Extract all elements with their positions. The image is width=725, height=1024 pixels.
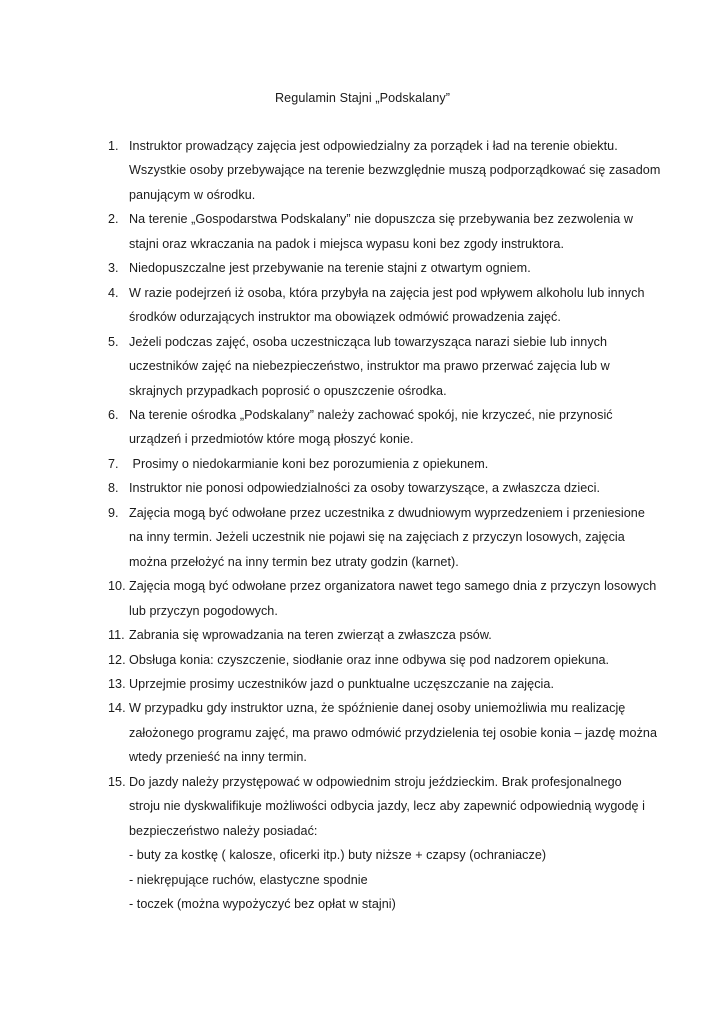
rule-item [0,281,649,330]
rule-item [0,574,657,623]
rule-text-line: skrajnych przypadkach poprosić o opuszczenie ośrodka. [129,383,447,398]
rule-text-line: - toczek (można wypożyczyć bez opłat w stajni) [129,897,396,912]
rule-text-line: bezpieczeństwo należy posiadać: [129,823,318,838]
rule-item [0,256,649,280]
rule-text-line: stajni oraz wkraczania na padok i miejsca wypasu koni bez zgody instruktora. [129,236,564,251]
rule-number: 10. [108,579,126,594]
rule-item [0,207,649,256]
rule-number: 5. [108,334,119,349]
rule-item [0,623,649,647]
rule-number: 14. [108,701,126,716]
rule-text-line: Na terenie ośrodka „Podskalany” należy zachować spokój, nie krzyczeć, nie przynosić [129,407,613,422]
rule-item [0,330,649,403]
rule-text-line: Instruktor prowadzący zajęcia jest odpowiedzialny za porządek i ład na terenie obiektu. [129,139,618,153]
rule-text-line: Zajęcia mogą być odwołane przez organizatora nawet tego samego dnia z przyczyn losowych [129,579,657,594]
rules-list [0,134,661,917]
rule-text-line: W przypadku gdy instruktor uzna, że spóźnienie danej osoby uniemożliwia mu realizację [129,701,626,716]
rule-item [0,648,649,672]
rule-text-line: Do jazdy należy przystępować w odpowiednim stroju jeździeckim. Brak profesjonalnego [129,774,622,789]
rule-text-line: Niedopuszczalne jest przebywanie na terenie stajni z otwartym ogniem. [129,261,531,276]
rule-text-line: Wszystkie osoby przebywające na terenie bezwzględnie muszą podporządkować się zasadom [129,163,661,178]
rule-number: 3. [108,261,119,276]
rule-text-line: można przełożyć na inny termin bez utraty godzin (karnet). [129,554,459,569]
rule-text-line: panującym w ośrodku. [129,187,256,202]
rule-number: 7. [108,456,119,471]
rule-item [0,672,649,696]
rule-item [0,696,658,769]
rule-text-line: Na terenie „Gospodarstwa Podskalany” nie dopuszcza się przebywania bez zezwolenia w [129,212,633,227]
rule-text-line: urządzeń i przedmiotów które mogą płoszyć konie. [129,432,414,447]
rule-number: 4. [108,285,119,300]
rule-number: 13. [108,676,126,691]
rule-item [0,770,649,917]
rule-item [0,134,661,207]
rule-text-line: środków odurzających instruktor ma obowiązek odmówić prowadzenia zajęć. [129,310,561,325]
rule-text-line: założonego programu zajęć, ma prawo odmówić przydzielenia tej osobie konia – jazdę można [129,725,658,740]
rule-text-line: wtedy przenieść na inny termin. [129,750,307,765]
rule-text-line: uczestników zajęć na niebezpieczeństwo, instruktor ma prawo przerwać zajęcia lub w [129,359,610,374]
rule-item [0,501,649,574]
rule-text-line: Obsługa konia: czyszczenie, siodłanie oraz inne odbywa się pod nadzorem opiekuna. [129,652,610,667]
rule-number: 12. [108,652,126,667]
rule-text-line: lub przyczyn pogodowych. [129,603,278,618]
document-title: Regulamin Stajni „Podskalany” [274,91,451,105]
rule-text-line: Zajęcia mogą być odwołane przez uczestnika z dwudniowym wyprzedzeniem i przeniesione [129,505,645,520]
rule-text-line: Prosimy o niedokarmianie koni bez porozumienia z opiekunem. [129,456,489,471]
rule-number: 6. [108,407,119,422]
rule-number: 2. [108,212,119,227]
rule-text-line: - buty za kostkę ( kalosze, oficerki itp.) buty niższe + czapsy (ochraniacze) [129,848,547,863]
rule-number: 1. [108,139,119,153]
rule-text-line: stroju nie dyskwalifikuje możliwości odbycia jazdy, lecz aby zapewnić odpowiednią wygodę i [129,799,645,814]
rule-text-line: Jeżeli podczas zajęć, osoba uczestnicząca lub towarzysząca narazi siebie lub innych [129,334,608,349]
rule-text-line: - niekrępujące ruchów, elastyczne spodnie [129,872,368,887]
rule-text-line: na inny termin. Jeżeli uczestnik nie pojawi się na zajęciach z przyczyn losowych, zajęcia [129,530,625,545]
rule-number: 11. [108,628,125,643]
rule-number: 8. [108,481,119,496]
rule-text-line: W razie podejrzeń iż osoba, która przybyła na zajęcia jest pod wpływem alkoholu lub innych [129,285,645,300]
rule-number: 9. [108,505,119,520]
rule-text-line: Instruktor nie ponosi odpowiedzialności za osoby towarzyszące, a zwłaszcza dzieci. [129,481,600,496]
rule-item [0,452,649,476]
rule-item [0,476,649,500]
rule-item [0,403,649,452]
rule-text-line: Zabrania się wprowadzania na teren zwierząt a zwłaszcza psów. [129,628,492,643]
rule-number: 15. [108,774,126,789]
rule-text-line: Uprzejmie prosimy uczestników jazd o punktualne uczęszczanie na zajęcia. [129,676,554,691]
